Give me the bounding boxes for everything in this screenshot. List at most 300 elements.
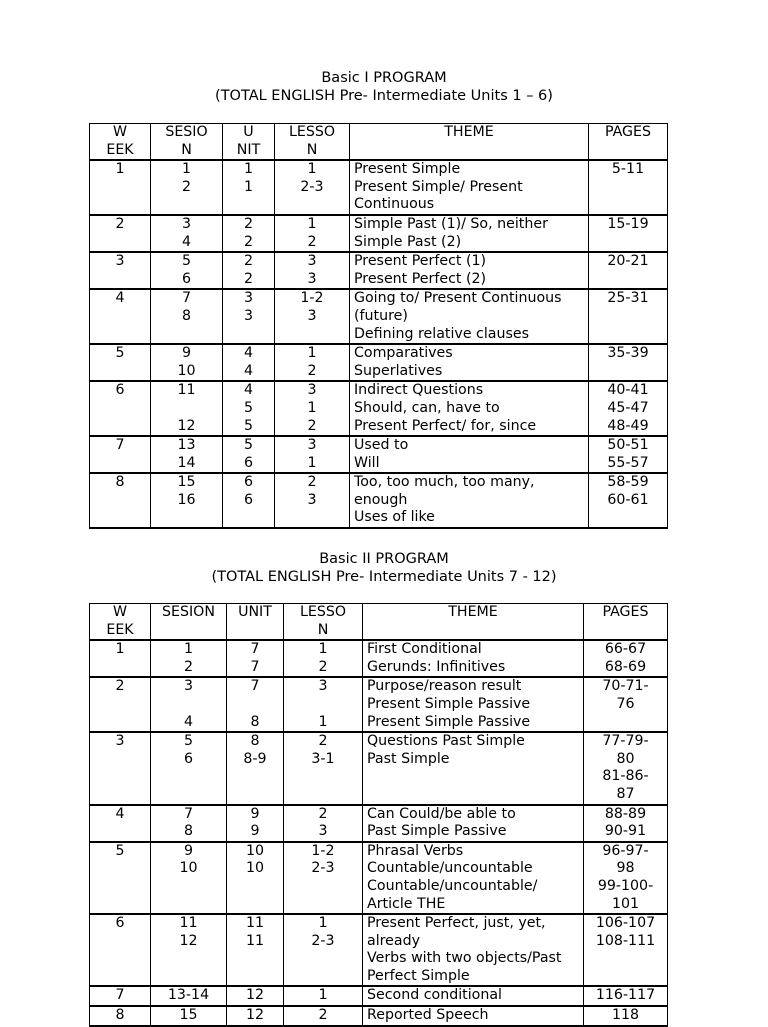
schedule-row [90, 842, 668, 914]
unit-value: 4 [243, 345, 254, 362]
lesson-value [286, 696, 360, 714]
theme-value: Phrasal Verbs [367, 842, 464, 859]
pages-cell [589, 344, 668, 381]
theme-value: Verbs with two objects/Past [367, 950, 562, 967]
lesson-value: 2-3 [300, 178, 324, 195]
session-value: 5 [183, 733, 194, 750]
unit-value: 7 [250, 658, 260, 675]
lesson-cell [275, 436, 350, 473]
session-value: 9 [183, 842, 194, 859]
pages-value: 108-111 [595, 932, 656, 949]
unit-cell [227, 732, 284, 804]
theme-value: Present Simple Passive [367, 713, 531, 730]
theme-cell [350, 215, 589, 252]
lesson-value: 1-2 [311, 842, 335, 859]
header-label: LESSO [288, 124, 336, 140]
unit-value: 4 [243, 382, 254, 399]
pages-cell [584, 640, 668, 677]
unit-value: 2 [243, 233, 254, 250]
lesson-value: 1 [307, 399, 317, 416]
lesson-cell [284, 842, 363, 914]
theme-cell [363, 1006, 584, 1026]
pages-cell [584, 677, 668, 732]
theme-value: Defining relative clauses [354, 325, 529, 342]
theme-cell [350, 252, 589, 289]
theme-cell [363, 805, 584, 842]
pages-value: 81-86- [602, 768, 649, 785]
session-value: 10 [179, 860, 198, 877]
theme-cell [350, 436, 589, 473]
header-label: W [112, 124, 128, 140]
session-value: 2 [183, 658, 194, 675]
week-value: 3 [115, 253, 125, 270]
program1-header-row [90, 124, 668, 161]
week-cell [90, 289, 151, 344]
theme-cell [363, 732, 584, 804]
week-value: 3 [115, 733, 125, 750]
header-label: W [112, 604, 128, 620]
theme-cell [350, 473, 589, 528]
pages-value: 87 [616, 785, 635, 802]
week-cell [90, 732, 151, 804]
program2-body [90, 640, 668, 1025]
theme-value: Present Simple [354, 161, 461, 178]
week-value: 1 [115, 641, 125, 658]
unit-value: 6 [243, 474, 254, 491]
lesson-value: 1-2 [300, 290, 324, 307]
week-value: 5 [115, 345, 125, 362]
pages-cell [589, 252, 668, 289]
theme-value: Superlatives [354, 362, 443, 379]
lesson-value: 2 [318, 733, 328, 750]
lesson-value: 1 [318, 915, 328, 932]
pages-value: 60-61 [607, 491, 649, 508]
pages-cell [589, 473, 668, 528]
unit-cell [227, 914, 284, 986]
pages-value: 98 [616, 860, 635, 877]
unit-cell [227, 1006, 284, 1026]
unit-value: 11 [245, 915, 265, 932]
pages-cell [584, 842, 668, 914]
program1-table [89, 123, 668, 529]
session-value: 12 [179, 932, 198, 949]
pages-value: 40-41 [607, 382, 649, 399]
session-value: 8 [181, 307, 192, 324]
week-cell [90, 381, 151, 436]
unit-value: 2 [243, 270, 254, 287]
week-cell [90, 640, 151, 677]
schedule-row [90, 436, 668, 473]
lesson-value: 3 [318, 823, 328, 840]
theme-value: First Conditional [367, 641, 482, 658]
pages-cell [584, 986, 668, 1006]
session-value: 7 [181, 290, 192, 307]
week-cell [90, 677, 151, 732]
theme-cell [363, 677, 584, 732]
session-cell [151, 640, 227, 677]
unit-value: 8 [250, 713, 260, 730]
session-value: 9 [181, 345, 192, 362]
lesson-value: 3-1 [311, 750, 335, 767]
schedule-row [90, 160, 668, 215]
pages-cell [584, 732, 668, 804]
lesson-value: 2 [307, 233, 317, 250]
theme-value: Reported Speech [367, 1007, 489, 1024]
theme-value: Used to [354, 437, 409, 454]
schedule-row [90, 914, 668, 986]
lesson-value: 2-3 [311, 932, 335, 949]
theme-value: Article THE [367, 895, 446, 912]
unit-cell [223, 473, 275, 528]
header-label: N [306, 141, 318, 158]
pages-cell [584, 1006, 668, 1026]
week-cell [90, 805, 151, 842]
pages-cell [589, 160, 668, 215]
lesson-value: 3 [307, 491, 317, 508]
unit-value: 8-9 [243, 750, 267, 767]
session-cell [151, 732, 227, 804]
header-label: PAGES [602, 604, 649, 620]
pages-header [584, 604, 668, 641]
session-value: 3 [183, 678, 194, 695]
theme-value: Purpose/reason result [367, 678, 522, 695]
lesson-cell [284, 640, 363, 677]
unit-value: 11 [245, 932, 265, 949]
session-value: 1 [181, 161, 192, 178]
pages-value: 118 [611, 1007, 640, 1024]
unit-cell [223, 436, 275, 473]
unit-header [223, 124, 275, 161]
week-value: 5 [115, 842, 125, 859]
pages-value: 45-47 [607, 399, 649, 416]
pages-value: 50-51 [607, 437, 649, 454]
unit-value: 2 [243, 215, 254, 232]
unit-value: 6 [243, 491, 254, 508]
header-label: NIT [236, 141, 261, 158]
unit-value: 9 [250, 823, 260, 840]
lesson-header [284, 604, 363, 641]
week-cell [90, 436, 151, 473]
pages-value: 96-97- [602, 842, 649, 859]
schedule-row [90, 344, 668, 381]
week-value: 4 [115, 805, 125, 822]
header-label: PAGES [604, 124, 652, 140]
theme-cell [363, 914, 584, 986]
session-cell [151, 805, 227, 842]
header-label: N [317, 621, 329, 638]
header-label: EEK [106, 621, 134, 638]
header-label: SESIO [165, 124, 208, 140]
pages-value: 116-117 [595, 987, 656, 1004]
schedule-row [90, 986, 668, 1006]
lesson-value: 1 [318, 641, 328, 658]
lesson-value: 1 [307, 161, 317, 178]
unit-cell [223, 252, 275, 289]
pages-cell [589, 436, 668, 473]
pages-value: 35-39 [607, 345, 649, 362]
theme-value: Going to/ Present Continuous [354, 290, 562, 307]
lesson-value: 3 [307, 382, 317, 399]
week-value: 2 [115, 215, 125, 232]
schedule-row [90, 805, 668, 842]
pages-cell [589, 215, 668, 252]
lesson-value: 3 [307, 270, 317, 287]
week-cell [90, 252, 151, 289]
pages-value: 20-21 [607, 253, 649, 270]
lesson-cell [284, 986, 363, 1006]
theme-value: Uses of like [354, 509, 435, 526]
pages-value: 15-19 [607, 215, 649, 232]
lesson-cell [275, 215, 350, 252]
lesson-value: 2-3 [311, 860, 335, 877]
program1-body [90, 160, 668, 528]
program2-table [89, 603, 668, 1027]
unit-value: 2 [243, 253, 254, 270]
header-label: THEME [444, 124, 494, 140]
schedule-row [90, 732, 668, 804]
pages-cell [584, 914, 668, 986]
week-value: 7 [115, 437, 125, 454]
theme-value: Will [354, 454, 380, 471]
header-label: U [243, 124, 254, 140]
lesson-value: 3 [307, 437, 317, 454]
pages-cell [589, 289, 668, 344]
header-label: LESSO [299, 604, 347, 620]
unit-value: 7 [250, 641, 260, 658]
theme-cell [350, 289, 589, 344]
pages-value: 77-79- [602, 733, 649, 750]
unit-header [227, 604, 284, 641]
schedule-row [90, 1006, 668, 1026]
session-value: 13-14 [167, 987, 210, 1004]
week-value: 6 [115, 915, 125, 932]
lesson-value: 2 [307, 417, 317, 434]
session-cell [151, 473, 223, 528]
theme-value: Gerunds: Infinitives [367, 658, 506, 675]
pages-value: 5-11 [611, 161, 645, 178]
lesson-value: 1 [307, 454, 317, 471]
session-value: 12 [177, 417, 196, 434]
session-cell [151, 381, 223, 436]
session-cell [151, 986, 227, 1006]
pages-value: 55-57 [607, 454, 649, 471]
lesson-cell [275, 381, 350, 436]
unit-value: 3 [243, 290, 254, 307]
lesson-value: 3 [318, 678, 328, 695]
unit-value: 9 [250, 805, 260, 822]
week-value: 6 [115, 382, 125, 399]
week-cell [90, 1006, 151, 1026]
theme-header [363, 604, 584, 641]
theme-value: Questions Past Simple [367, 733, 525, 750]
unit-value: 7 [250, 678, 260, 695]
session-value: 15 [179, 1007, 198, 1024]
lesson-header [275, 124, 350, 161]
lesson-cell [275, 289, 350, 344]
session-value: 11 [177, 382, 196, 399]
lesson-value: 3 [307, 307, 317, 324]
theme-value: Countable/uncountable [367, 860, 533, 877]
lesson-cell [284, 1006, 363, 1026]
theme-value: Should, can, have to [354, 399, 500, 416]
pages-value: 106-107 [595, 915, 656, 932]
theme-value: enough [354, 491, 408, 508]
session-value: 11 [179, 915, 198, 932]
week-header [90, 124, 151, 161]
theme-value: Simple Past (1)/ So, neither [354, 215, 548, 232]
unit-cell [223, 289, 275, 344]
unit-value: 6 [243, 454, 254, 471]
pages-value: 76 [616, 695, 635, 712]
theme-value: Past Simple Passive [367, 823, 507, 840]
schedule-row [90, 677, 668, 732]
theme-value: Present Perfect (2) [354, 270, 487, 287]
week-cell [90, 914, 151, 986]
pages-value: 70-71- [602, 678, 649, 695]
unit-cell [227, 677, 284, 732]
program1-title: Basic I PROGRAM [321, 70, 447, 86]
unit-value: 1 [243, 178, 254, 195]
session-value: 6 [183, 750, 194, 767]
theme-value: (future) [354, 307, 408, 324]
pages-value: 58-59 [607, 474, 649, 491]
pages-value: 90-91 [604, 823, 647, 840]
unit-value: 5 [243, 437, 254, 454]
session-value: 4 [181, 233, 192, 250]
session-value: 6 [181, 270, 192, 287]
lesson-cell [275, 473, 350, 528]
unit-value: 5 [243, 417, 254, 434]
unit-value: 10 [245, 842, 265, 859]
theme-value: Simple Past (2) [354, 233, 462, 250]
session-header [151, 124, 223, 161]
lesson-cell [284, 677, 363, 732]
session-value: 4 [183, 713, 194, 730]
session-value: 7 [183, 805, 194, 822]
session-cell [151, 677, 227, 732]
header-label: EEK [106, 141, 134, 158]
unit-value: 1 [243, 161, 254, 178]
session-cell [151, 160, 223, 215]
theme-value: Continuous [354, 196, 435, 213]
pages-cell [584, 805, 668, 842]
header-label: THEME [448, 604, 498, 620]
unit-value [229, 696, 281, 714]
pages-value: 101 [611, 895, 640, 912]
lesson-value: 1 [318, 713, 328, 730]
theme-value: Comparatives [354, 345, 453, 362]
lesson-cell [284, 914, 363, 986]
pages-value: 80 [616, 750, 635, 767]
week-cell [90, 986, 151, 1006]
lesson-cell [284, 805, 363, 842]
week-value: 2 [115, 678, 125, 695]
session-cell [151, 289, 223, 344]
theme-value: Past Simple [367, 750, 450, 767]
unit-value: 10 [245, 860, 265, 877]
theme-value: Second conditional [367, 987, 502, 1004]
unit-cell [223, 160, 275, 215]
session-value: 1 [183, 641, 194, 658]
program1-heading [0, 69, 768, 105]
session-value [153, 400, 220, 418]
theme-header [350, 124, 589, 161]
week-value: 8 [115, 474, 125, 491]
unit-value: 12 [245, 1007, 265, 1024]
lesson-value: 1 [307, 215, 317, 232]
session-value: 5 [181, 253, 192, 270]
theme-value: Present Simple/ Present [354, 178, 523, 195]
lesson-value: 2 [307, 474, 317, 491]
week-header [90, 604, 151, 641]
unit-value: 5 [243, 399, 254, 416]
lesson-cell [275, 252, 350, 289]
lesson-value: 2 [318, 1007, 328, 1024]
week-cell [90, 842, 151, 914]
theme-value: Present Perfect (1) [354, 253, 487, 270]
unit-value: 4 [243, 362, 254, 379]
session-value: 8 [183, 823, 194, 840]
session-cell [151, 252, 223, 289]
session-cell [151, 842, 227, 914]
unit-value: 3 [243, 307, 254, 324]
lesson-cell [284, 732, 363, 804]
lesson-value: 3 [307, 253, 317, 270]
unit-cell [223, 215, 275, 252]
pages-value: 68-69 [604, 658, 647, 675]
unit-cell [227, 986, 284, 1006]
session-cell [151, 344, 223, 381]
week-cell [90, 215, 151, 252]
lesson-cell [275, 160, 350, 215]
theme-value: Too, too much, too many, [354, 474, 535, 491]
theme-cell [363, 640, 584, 677]
schedule-row [90, 640, 668, 677]
session-value [153, 696, 224, 714]
pages-header [589, 124, 668, 161]
theme-value: Indirect Questions [354, 382, 484, 399]
session-cell [151, 436, 223, 473]
theme-value: Present Perfect/ for, since [354, 417, 537, 434]
program1-subtitle: (TOTAL ENGLISH Pre- Intermediate Units 1 – 6) [215, 88, 553, 104]
schedule-row [90, 473, 668, 528]
session-cell [151, 215, 223, 252]
week-cell [90, 160, 151, 215]
lesson-value: 2 [318, 658, 328, 675]
unit-value: 12 [245, 987, 265, 1004]
session-cell [151, 1006, 227, 1026]
pages-value: 48-49 [607, 417, 649, 434]
lesson-cell [275, 344, 350, 381]
session-value: 14 [177, 454, 196, 471]
session-value: 2 [181, 178, 192, 195]
lesson-value: 2 [307, 362, 317, 379]
theme-value: already [367, 932, 420, 949]
unit-value: 8 [250, 733, 260, 750]
week-cell [90, 473, 151, 528]
program2-header-row [90, 604, 668, 641]
program2-title: Basic II PROGRAM [319, 551, 449, 567]
week-value: 1 [115, 161, 125, 178]
theme-value: Perfect Simple [367, 967, 470, 984]
theme-cell [350, 344, 589, 381]
theme-cell [363, 986, 584, 1006]
header-label: N [181, 141, 192, 158]
unit-cell [227, 805, 284, 842]
session-value: 10 [177, 362, 196, 379]
schedule-row [90, 289, 668, 344]
theme-value: Present Simple Passive [367, 695, 531, 712]
